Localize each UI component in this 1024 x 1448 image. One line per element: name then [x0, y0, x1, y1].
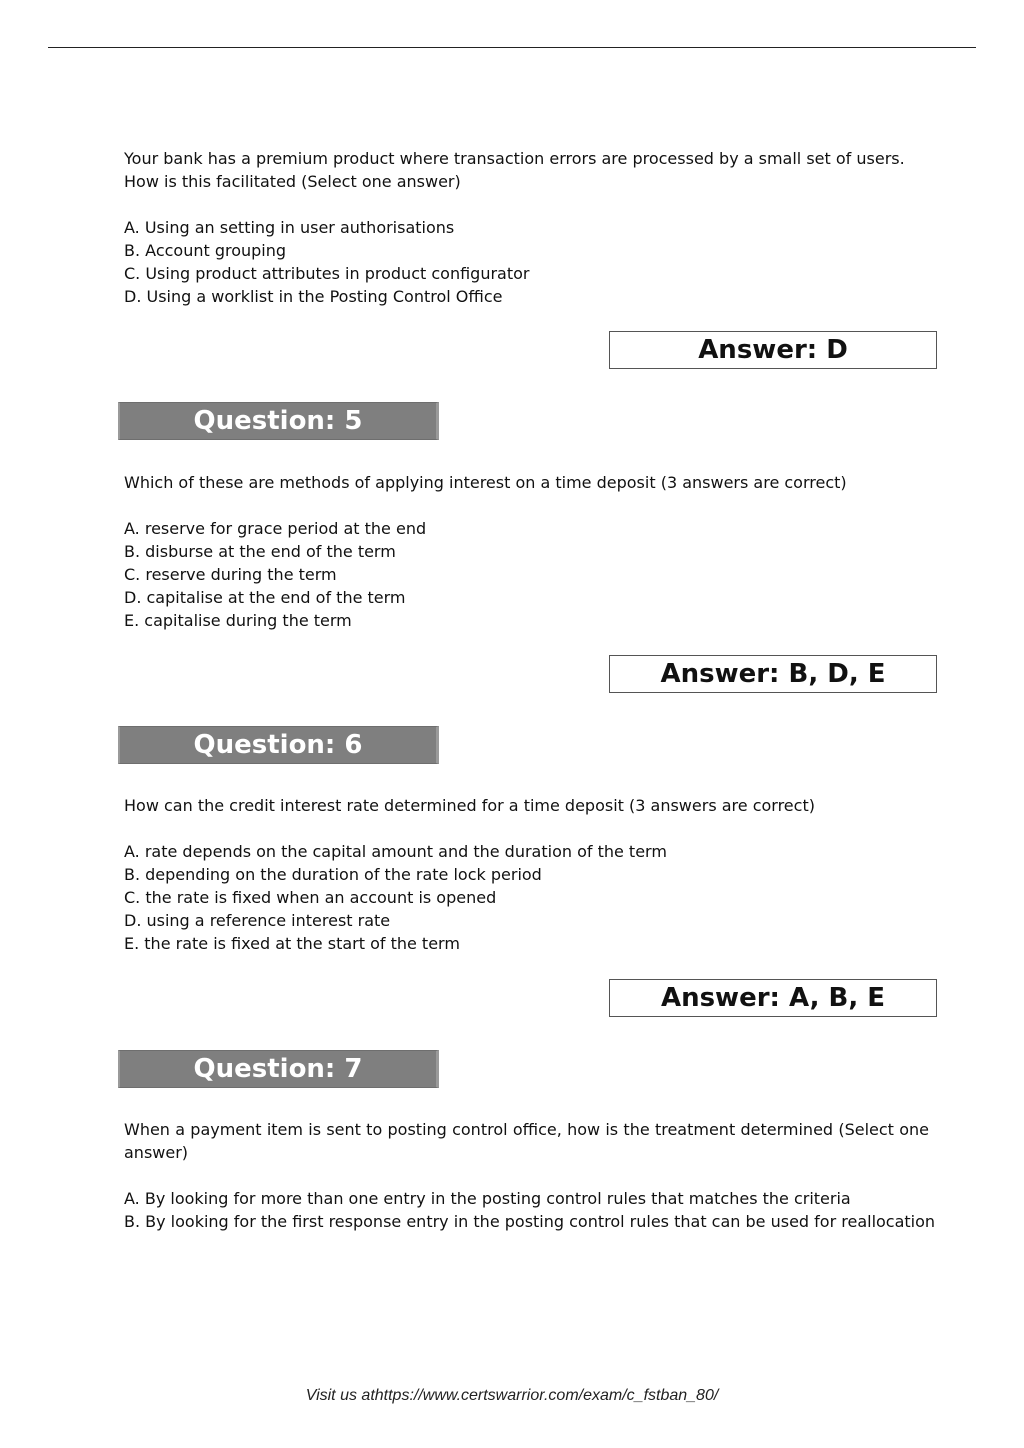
question-4-option-c: C. Using product attributes in product configurator — [124, 264, 530, 283]
question-6-answer-box: Answer: A, B, E — [609, 979, 937, 1017]
question-7-block — [124, 1118, 936, 1233]
question-6-option-e: E. the rate is fixed at the start of the term — [124, 934, 460, 953]
question-5-text: Which of these are methods of applying interest on a time deposit (3 answers are correct) — [124, 473, 847, 492]
question-4-option-a: A. Using an setting in user authorisations — [124, 218, 455, 237]
question-4-option-b: B. Account grouping — [124, 241, 287, 260]
question-5-option-a: A. reserve for grace period at the end — [124, 519, 427, 538]
question-6-option-b: B. depending on the duration of the rate lock period — [124, 865, 542, 884]
question-6-option-c: C. the rate is fixed when an account is opened — [124, 888, 497, 907]
question-4-block — [124, 147, 929, 308]
question-4-text: Your bank has a premium product where transaction errors are processed by a small set of users. How is this facilitated (Select one answer) — [124, 149, 905, 191]
footer-visit-text: Visit us athttps://www.certswarrior.com/exam/c_fstban_80/ — [305, 1387, 719, 1404]
question-7-text: When a payment item is sent to posting control office, how is the treatment determined (Select one answer) — [124, 1120, 929, 1162]
question-6-heading: Question: 6 — [118, 726, 439, 764]
question-4-answer-box: Answer: D — [609, 331, 937, 369]
question-6-text: How can the credit interest rate determined for a time deposit (3 answers are correct) — [124, 796, 815, 815]
question-7-heading: Question: 7 — [118, 1050, 439, 1088]
question-5-option-d: D. capitalise at the end of the term — [124, 588, 406, 607]
question-6-block — [124, 794, 929, 955]
question-5-heading: Question: 5 — [118, 402, 439, 440]
question-7-option-b: B. By looking for the first response entry in the posting control rules that can be used for reallocation — [124, 1212, 936, 1231]
question-7-option-a: A. By looking for more than one entry in the posting control rules that matches the criteria — [124, 1189, 851, 1208]
question-5-option-e: E. capitalise during the term — [124, 611, 352, 630]
question-5-block — [124, 471, 929, 632]
question-5-option-c: C. reserve during the term — [124, 565, 337, 584]
question-6-option-d: D. using a reference interest rate — [124, 911, 391, 930]
header-rule — [48, 47, 976, 48]
question-5-option-b: B. disburse at the end of the term — [124, 542, 396, 561]
question-6-option-a: A. rate depends on the capital amount and the duration of the term — [124, 842, 667, 861]
question-4-option-d: D. Using a worklist in the Posting Control Office — [124, 287, 503, 306]
question-5-answer-box: Answer: B, D, E — [609, 655, 937, 693]
